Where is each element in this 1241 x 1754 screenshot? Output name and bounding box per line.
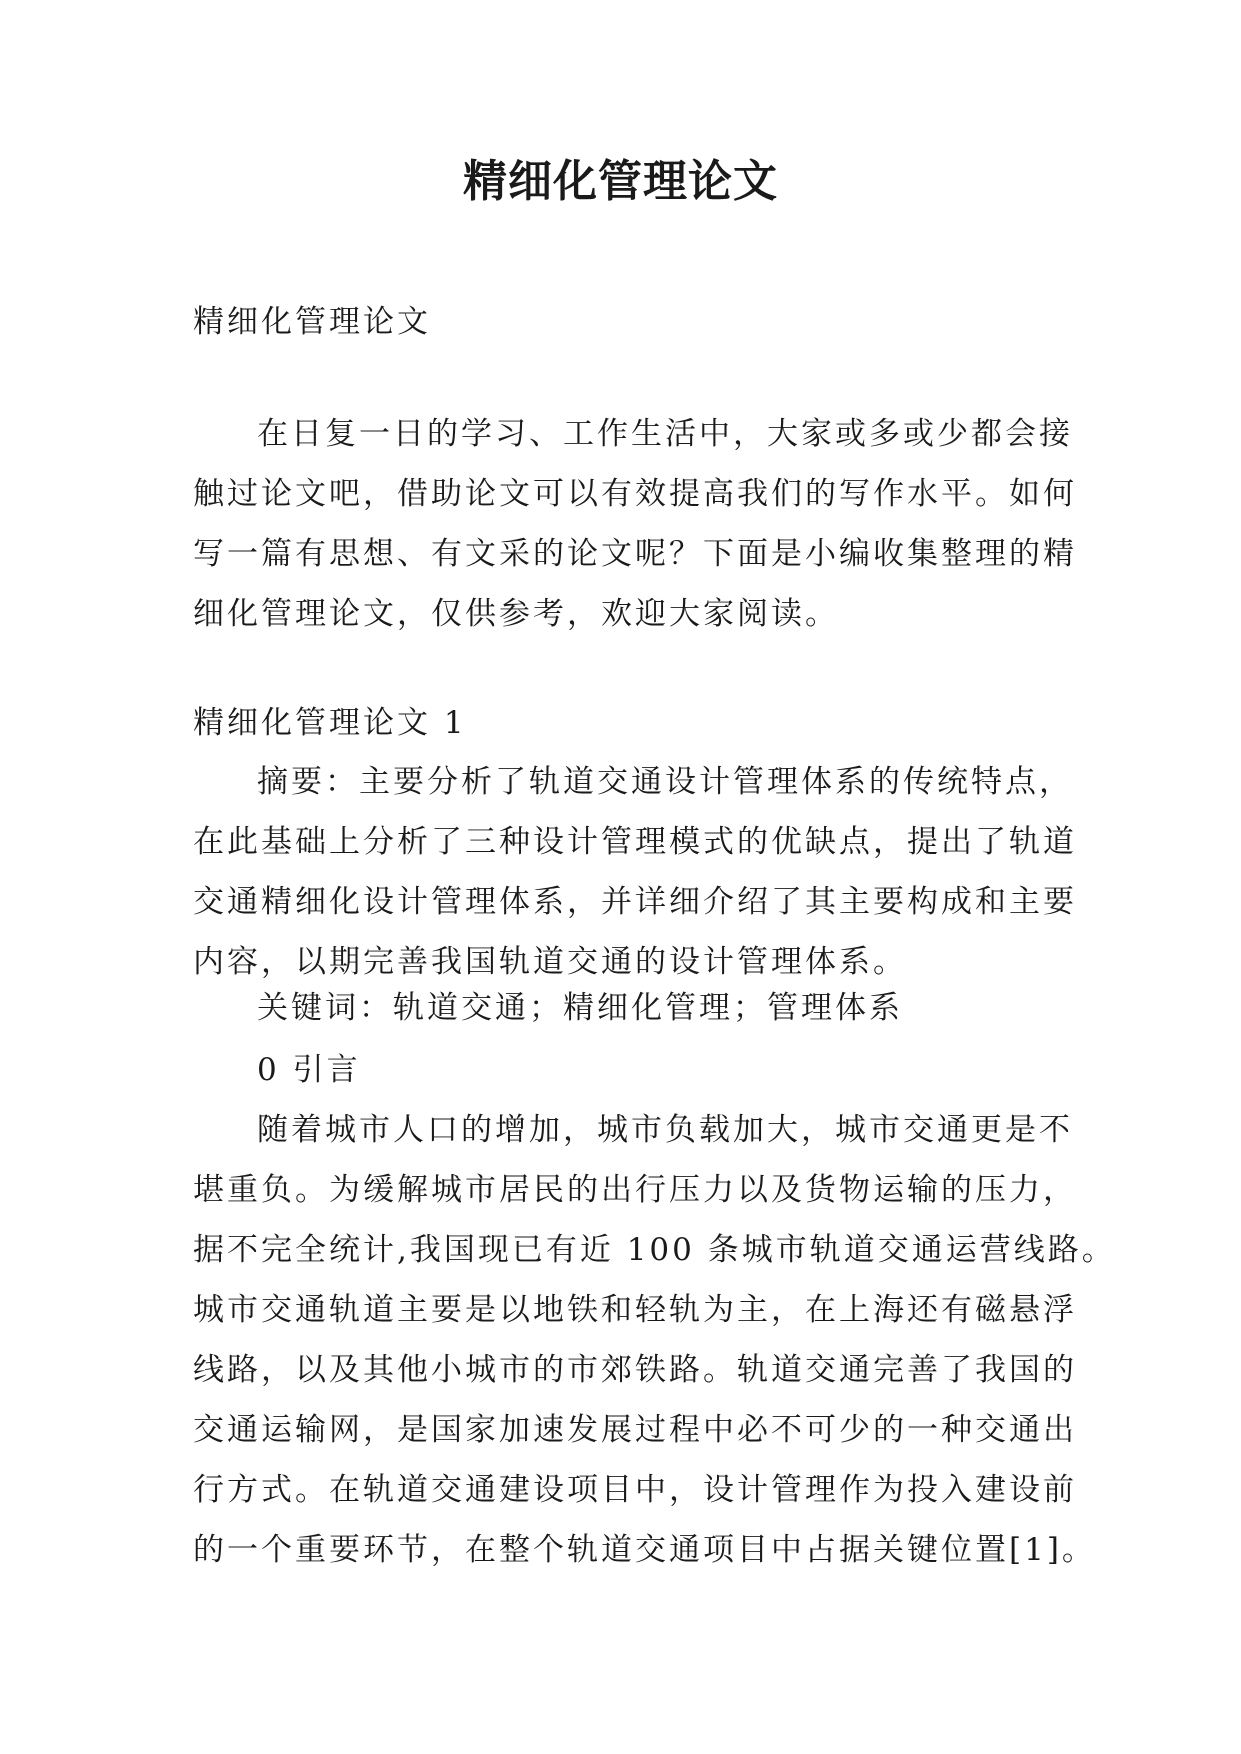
keywords-line	[193, 978, 1073, 1038]
main-line: 城市交通轨道主要是以地铁和轻轨为主，在上海还有磁悬浮	[193, 1292, 1077, 1328]
main-line: 堪重负。为缓解城市居民的出行压力以及货物运输的压力，	[193, 1172, 1077, 1208]
section-title: 精细化管理论文 1	[193, 705, 467, 741]
main-line: 随着城市人口的增加，城市负载加大，城市交通更是不	[257, 1112, 1073, 1148]
main-line: 行方式。在轨道交通建设项目中，设计管理作为投入建设前	[193, 1472, 1077, 1508]
abstract-line: 交通精细化设计管理体系，并详细介绍了其主要构成和主要	[193, 884, 1077, 920]
intro-line: 触过论文吧，借助论文可以有效提高我们的写作水平。如何	[193, 476, 1077, 512]
intro-line: 细化管理论文，仅供参考，欢迎大家阅读。	[193, 596, 839, 632]
keywords-text: 关键词：轨道交通；精细化管理；管理体系	[257, 990, 903, 1026]
abstract-paragraph	[193, 752, 1077, 992]
main-paragraph	[193, 1100, 1116, 1580]
intro-paragraph	[193, 404, 1077, 644]
main-line: 的一个重要环节，在整个轨道交通项目中占据关键位置[1]。	[193, 1532, 1096, 1568]
intro-line: 写一篇有思想、有文采的论文呢？下面是小编收集整理的精	[193, 536, 1077, 572]
introduction-heading	[193, 1040, 1073, 1100]
document-subtitle: 精细化管理论文	[193, 304, 431, 340]
abstract-line: 摘要：主要分析了轨道交通设计管理体系的传统特点，	[257, 764, 1073, 800]
introduction-heading-text: 0 引言	[257, 1052, 361, 1088]
abstract-line: 内容，以期完善我国轨道交通的设计管理体系。	[193, 944, 907, 980]
main-line: 交通运输网，是国家加速发展过程中必不可少的一种交通出	[193, 1412, 1077, 1448]
main-line: 线路，以及其他小城市的市郊铁路。轨道交通完善了我国的	[193, 1352, 1077, 1388]
intro-line: 在日复一日的学习、工作生活中，大家或多或少都会接	[257, 416, 1073, 452]
abstract-line: 在此基础上分析了三种设计管理模式的优缺点，提出了轨道	[193, 824, 1077, 860]
document-title: 精细化管理论文	[463, 156, 778, 207]
main-line: 据不完全统计,我国现已有近 100 条城市轨道交通运营线路。	[193, 1232, 1116, 1268]
